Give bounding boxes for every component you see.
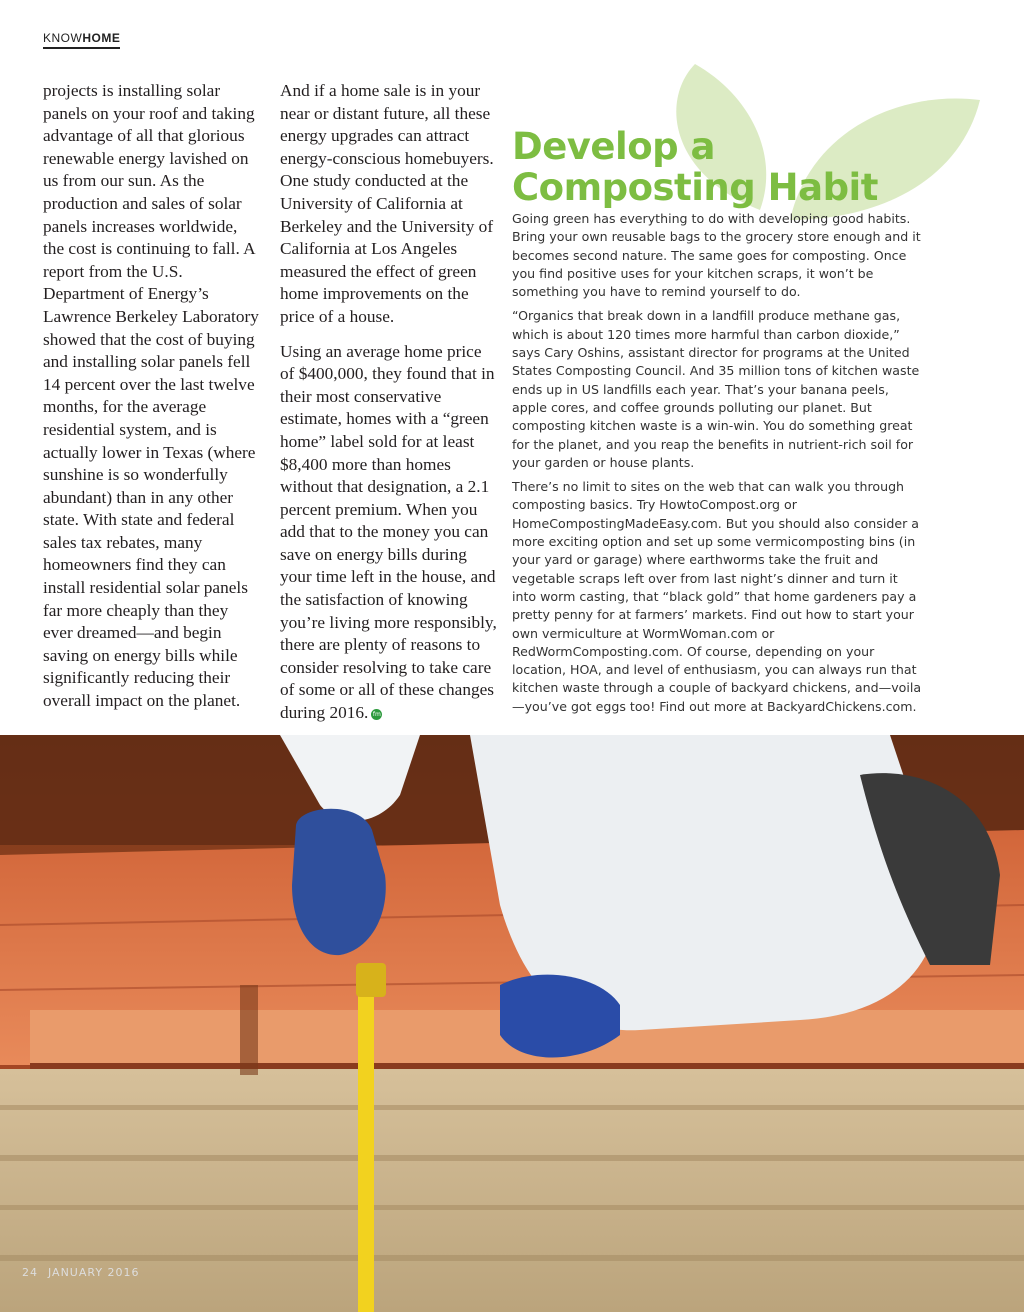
insulation-photo-illustration — [0, 735, 1024, 1312]
sidebar-title-line-1: Develop a — [512, 125, 715, 168]
column2-paragraph-text: Using an average home price of $400,000, they found that in their most conservative estimate, homes with a “green home” label sold for at least $8,400 more than homes without that designation, a 2.1 percent premium. When you add that to the money you can save on energy bills during your time left in the house, and the satisfaction of knowing you’re living more responsibly, there are plenty of reasons to consider resolving to take care of some or all of these changes during 2016. — [280, 341, 497, 723]
article-column-2 — [280, 80, 498, 737]
insulation-photo — [0, 735, 1024, 1312]
sidebar-title-line-2: Composting Habit — [512, 166, 878, 209]
column2-paragraph: And if a home sale is in your near or distant future, all these energy upgrades can attract energy-conscious homebuyers. One study conducted at the University of California at Berkeley and the University of California at Los Angeles measured the effect of green home improvements on the price of a house. — [280, 81, 494, 326]
column1-paragraph: projects is installing solar panels on your roof and taking advantage of all that glorious renewable energy lavished on us from our sun. As the production and sales of solar panels increases worldwide, the cost is continuing to fall. A report from the U.S. Department of Energy’s Lawrence Berkeley Laboratory showed that the cost of buying and installing solar panels fell 14 percent over the last twelve months, for the average residential system, and is actually lower in Texas (where sunshine is so wonderfully abundant) than in any other state. With state and federal sales tax rebates, many homeowners find they can install residential solar panels far more cheaply than they ever dreamed—and begin saving on energy bills while significantly reducing their overall impact on the planet. — [43, 81, 259, 711]
issue-date: JANUARY 2016 — [48, 1266, 140, 1279]
sidebar-paragraph: There’s no limit to sites on the web that can walk you through composting basics. Try HowtoCompost.org or HomeCompostingMadeEasy.com. But you should also consider a more exciting option and set up some vermicomposting bins (in your yard or garage) where earthworms take the fruit and vegetable scraps left over from last night’s dinner and turn it into worm casting, that “black gold” that home gardeners pay a pretty penny for at farmers’ markets. Find out how to start your own vermiculture at WormWoman.com or RedWormComposting.com. Of course, depending on your location, HOA, and level of enthusiasm, you can always run that kitchen waste through a couple of backyard chickens, and—voila—you’ve got eggs too! Find out more at BackyardChickens.com. — [512, 479, 922, 714]
section-label-light: KNOW — [43, 31, 83, 45]
section-label-bold: HOME — [82, 31, 121, 45]
sidebar-paragraph: “Organics that break down in a landfill produce methane gas, which is about 120 times more harmful than carbon dioxide,” says Cary Oshins, assistant director for programs at the United States Composting Council. And 35 million tons of kitchen waste ends up in US landfills each year. That’s your banana peels, apple cores, and coffee grounds polluting our planet. But composting kitchen waste is a win-win. You do something great for the planet, and you reap the benefits in nutrient-rich soil for your garden or house plants. — [512, 308, 920, 470]
end-mark-icon: fm — [372, 710, 381, 718]
article-column-1 — [43, 80, 259, 725]
column2-paragraph-final — [280, 341, 498, 725]
section-label — [43, 31, 120, 49]
sidebar-title — [512, 126, 992, 208]
folio — [22, 1266, 140, 1279]
sidebar-body — [512, 210, 922, 722]
sidebar-paragraph: Going green has everything to do with developing good habits. Bring your own reusable bags to the grocery store enough and it becomes second nature. The same goes for composting. Once you find positive uses for your kitchen scraps, it won’t be something you have to remind yourself to do. — [512, 211, 921, 300]
page-number: 24 — [22, 1266, 38, 1279]
